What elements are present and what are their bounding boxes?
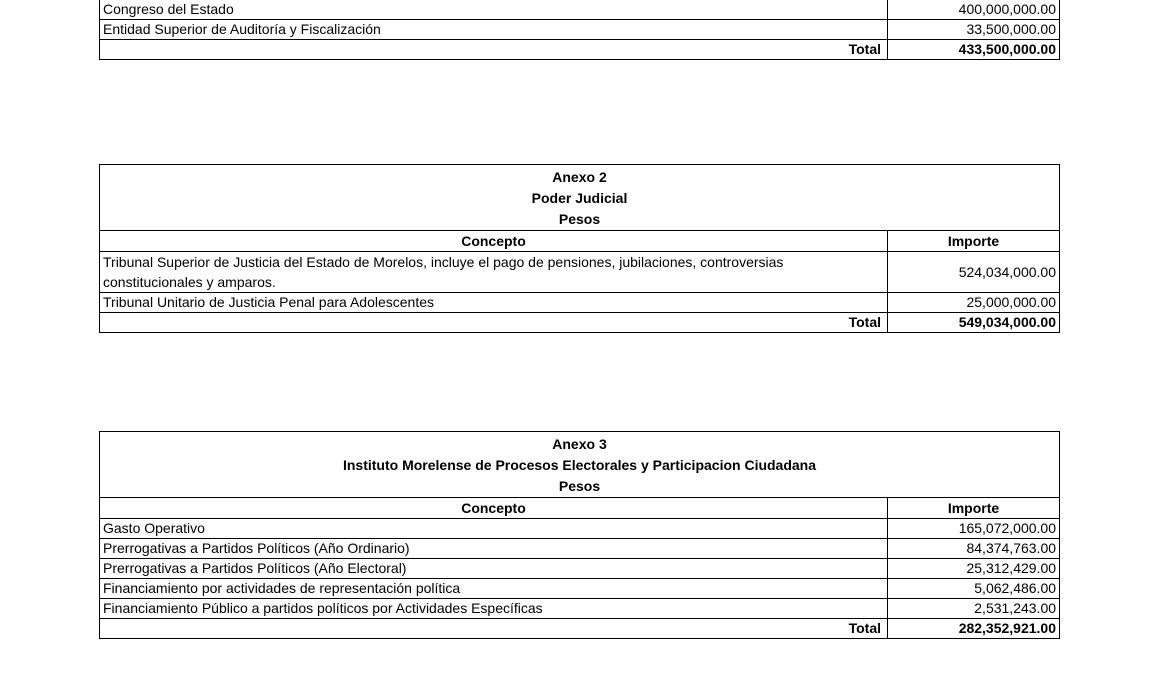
column-header-row xyxy=(100,231,1060,252)
annex-1-table xyxy=(99,0,1060,60)
total-row xyxy=(100,619,1060,639)
annex-unit: Pesos xyxy=(558,211,601,227)
table-row xyxy=(100,519,1060,539)
table-row xyxy=(100,0,1060,20)
total-value: 282,352,921.00 xyxy=(888,619,1060,639)
table-row xyxy=(100,252,1060,293)
concepto-cell: Congreso del Estado xyxy=(100,0,888,20)
column-header-concepto: Concepto xyxy=(100,231,888,252)
total-row xyxy=(100,313,1060,333)
table-row xyxy=(100,539,1060,559)
table-row xyxy=(100,579,1060,599)
total-label: Total xyxy=(100,619,888,639)
concepto-cell: Financiamiento Público a partidos políticos por Actividades Específicas xyxy=(100,599,888,619)
concepto-cell: Financiamiento por actividades de representación política xyxy=(100,579,888,599)
importe-cell: 2,531,243.00 xyxy=(888,599,1060,619)
concepto-cell: Tribunal Superior de Justicia del Estado de Morelos, incluye el pago de pensiones, jubilaciones, controversias constitucionales y amparos. xyxy=(100,252,888,293)
importe-cell: 25,000,000.00 xyxy=(888,293,1060,313)
column-header-importe: Importe xyxy=(888,498,1060,519)
annex-title: Anexo 3 xyxy=(552,436,607,452)
total-label: Total xyxy=(100,40,888,60)
annex-subtitle: Poder Judicial xyxy=(531,190,628,206)
table-row xyxy=(100,599,1060,619)
total-value: 549,034,000.00 xyxy=(888,313,1060,333)
column-header-importe: Importe xyxy=(888,231,1060,252)
concepto-cell: Entidad Superior de Auditoría y Fiscalización xyxy=(100,20,888,40)
total-row xyxy=(100,40,1060,60)
table-row xyxy=(100,20,1060,40)
importe-cell: 84,374,763.00 xyxy=(888,539,1060,559)
column-header-concepto: Concepto xyxy=(100,498,888,519)
table-row xyxy=(100,293,1060,313)
column-header-row xyxy=(100,498,1060,519)
importe-cell: 25,312,429.00 xyxy=(888,559,1060,579)
total-label: Total xyxy=(100,313,888,333)
annex-subtitle: Instituto Morelense de Procesos Electorales y Participacion Ciudadana xyxy=(342,457,817,473)
total-value: 433,500,000.00 xyxy=(888,40,1060,60)
annex-header xyxy=(100,165,1060,231)
annex-unit: Pesos xyxy=(558,478,601,494)
importe-cell: 165,072,000.00 xyxy=(888,519,1060,539)
annex-title: Anexo 2 xyxy=(552,169,607,185)
concepto-cell: Tribunal Unitario de Justicia Penal para Adolescentes xyxy=(100,293,888,313)
importe-cell: 5,062,486.00 xyxy=(888,579,1060,599)
annex-3-table xyxy=(99,431,1060,639)
concepto-cell: Gasto Operativo xyxy=(100,519,888,539)
importe-cell: 33,500,000.00 xyxy=(888,20,1060,40)
annex-2-table xyxy=(99,164,1060,333)
annex-header xyxy=(100,432,1060,498)
concepto-cell: Prerrogativas a Partidos Políticos (Año Ordinario) xyxy=(100,539,888,559)
importe-cell: 524,034,000.00 xyxy=(888,252,1060,293)
importe-cell: 400,000,000.00 xyxy=(888,0,1060,20)
table-row xyxy=(100,559,1060,579)
concepto-cell: Prerrogativas a Partidos Políticos (Año Electoral) xyxy=(100,559,888,579)
